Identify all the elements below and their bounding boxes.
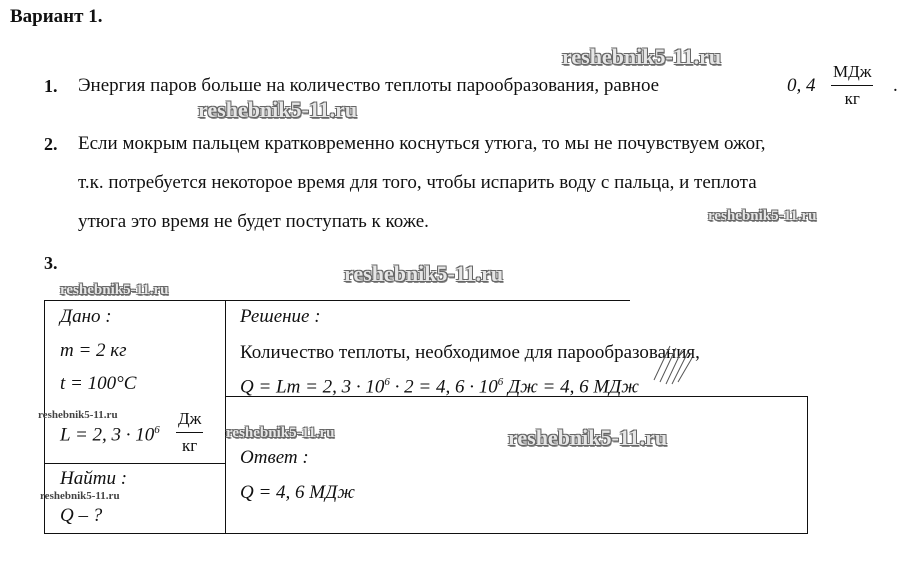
given-mass: m = 2 кг — [60, 340, 127, 361]
scribble-mark — [650, 340, 696, 386]
formula-part-1: Q = Lm = 2, 3 · 10 — [240, 376, 385, 398]
solution-formula — [240, 376, 639, 398]
item-1-unit-denominator: кг — [844, 89, 860, 108]
given-label: Дано : — [60, 306, 112, 327]
watermark: reshebnik5-11.ru — [198, 97, 358, 122]
page-title: Вариант 1. — [10, 6, 103, 27]
watermark: reshebnik5-11.ru — [226, 425, 335, 441]
formula-part-3: Дж = 4, 6 МДж — [503, 376, 639, 398]
table-bottom-border — [44, 533, 808, 534]
given-latent-heat-exponent: 6 — [154, 424, 160, 436]
item-1-number: 1. — [44, 76, 58, 96]
given-latent-heat — [60, 424, 160, 446]
solution-text: Количество теплоты, необходимое для парообразования, — [240, 342, 700, 363]
watermark: reshebnik5-11.ru — [562, 44, 722, 69]
table-divider — [225, 300, 226, 534]
formula-part-2: · 2 = 4, 6 · 10 — [389, 376, 498, 398]
item-2-line-3: утюга это время не будет поступать к коже. — [78, 211, 429, 232]
answer-label: Ответ : — [240, 447, 309, 468]
watermark: reshebnik5-11.ru — [508, 425, 668, 450]
watermark: reshebnik5-11.ru — [60, 282, 169, 298]
formula-exponent-1: 6 — [384, 376, 390, 388]
given-latent-heat-unit — [176, 409, 203, 456]
table-top-border — [44, 300, 630, 301]
watermark: reshebnik5-11.ru — [40, 490, 120, 502]
given-unit-numerator: Дж — [176, 409, 203, 433]
item-2-line-1: Если мокрым пальцем кратковременно коснуться утюга, то мы не почувствуем ожог, — [78, 133, 766, 154]
item-2-number: 2. — [44, 134, 58, 154]
item-1-unit-numerator: МДж — [831, 62, 873, 86]
find-quantity: Q – ? — [60, 505, 103, 526]
item-3-number: 3. — [44, 253, 58, 273]
table-right-border — [807, 396, 808, 534]
answer-text: Q = 4, 6 МДж — [240, 482, 355, 503]
item-2-line-2: т.к. потребуется некоторое время для того, чтобы испарить воду с пальца, и теплота — [78, 172, 757, 193]
given-unit-denominator: кг — [182, 436, 198, 455]
watermark: reshebnik5-11.ru — [344, 261, 504, 286]
item-1-unit-fraction — [831, 62, 873, 109]
item-1-period: . — [893, 75, 898, 96]
given-find-separator — [44, 463, 225, 464]
watermark: reshebnik5-11.ru — [708, 208, 817, 224]
formula-exponent-2: 6 — [497, 376, 504, 388]
item-1-text: Энергия паров больше на количество теплоты парообразования, равное — [78, 75, 660, 96]
item-1-value: 0, 4 — [787, 75, 816, 96]
given-latent-heat-base: L = 2, 3 · 10 — [60, 424, 155, 446]
find-label: Найти : — [60, 468, 128, 489]
given-temperature: t = 100°C — [60, 373, 137, 394]
solution-label: Решение : — [240, 306, 321, 327]
watermark: reshebnik5-11.ru — [38, 409, 118, 421]
